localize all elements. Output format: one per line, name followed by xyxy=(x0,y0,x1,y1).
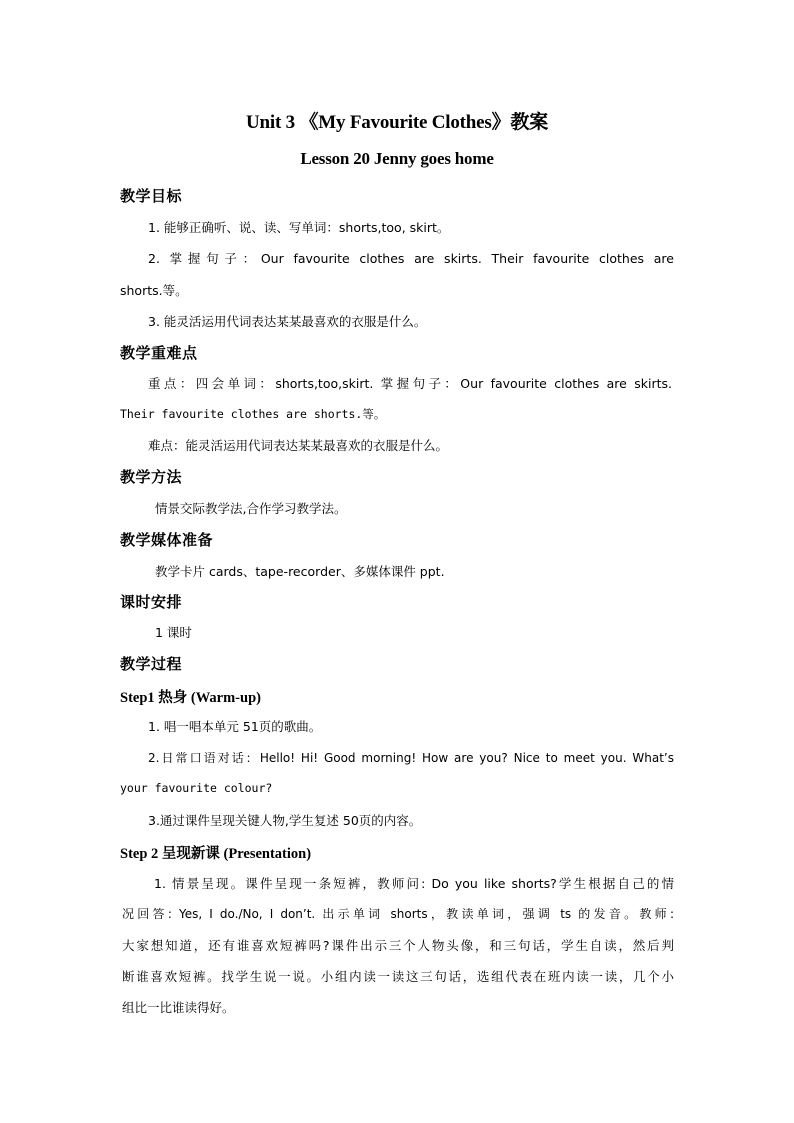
media-text: 教学卡片 cards、tape-recorder、多媒体课件 ppt. xyxy=(155,564,445,579)
goals-item-2-line-1: 2. 掌握句子：Our favourite clothes are skirts. Their favourite clothes are xyxy=(148,251,674,266)
goals-item-1: 1. 能够正确听、说、读、写单词：shorts,too, skirt。 xyxy=(148,220,450,235)
step1-item-1: 1. 唱一唱本单元 51页的歌曲。 xyxy=(148,719,322,734)
section-heading-schedule: 课时安排 xyxy=(120,593,183,611)
step1-heading: Step1 热身 (Warm-up) xyxy=(120,690,261,706)
section-heading-media: 教学媒体准备 xyxy=(120,531,214,549)
step2-line-1: 1. 情景呈现。课件呈现一条短裤，教师问: Do you like shorts?学生根据自己的情 xyxy=(154,876,674,891)
methods-text: 情景交际教学法,合作学习教学法。 xyxy=(155,501,347,516)
step2-line-3: 大家想知道，还有谁喜欢短裤吗?课件出示三个人物头像，和三句话，学生自读，然后判 xyxy=(122,938,674,953)
step2-line-5: 组比一比谁读得好。 xyxy=(122,1000,235,1015)
document-title: Unit 3 《My Favourite Clothes》教案 xyxy=(246,112,548,133)
section-heading-key-points: 教学重难点 xyxy=(120,344,198,362)
step1-item-3: 3.通过课件呈现关键人物,学生复述 50页的内容。 xyxy=(148,813,422,828)
goals-item-2-line-2: shorts.等。 xyxy=(120,283,188,298)
section-heading-process: 教学过程 xyxy=(120,655,183,673)
lesson-subtitle: Lesson 20 Jenny goes home xyxy=(300,149,494,168)
key-points-line-1: 重点：四会单词：shorts,too,skirt. 掌握句子：Our favourite clothes are skirts. xyxy=(148,376,672,391)
step1-item-2-line-1: 2.日常口语对话：Hello! Hi! Good morning! How are you? Nice to meet you. What’s xyxy=(148,751,674,765)
goals-item-3: 3. 能灵活运用代词表达某某最喜欢的衣服是什么。 xyxy=(148,314,427,329)
key-points-line-2: Their favourite clothes are shorts.等。 xyxy=(120,407,386,421)
section-heading-goals: 教学目标 xyxy=(120,187,183,205)
key-points-line-3: 难点：能灵活运用代词表达某某最喜欢的衣服是什么。 xyxy=(148,438,449,453)
section-heading-methods: 教学方法 xyxy=(120,468,183,486)
step2-line-4: 断谁喜欢短裤。找学生说一说。小组内读一读这三句话，选组代表在班内读一读，几个小 xyxy=(122,969,674,984)
step2-line-2: 况回答: Yes, I do./No, I don’t. 出示单词 shorts，教读单词，强调 ts 的发音。教师: xyxy=(122,907,674,921)
schedule-text: 1 课时 xyxy=(155,625,192,640)
step1-item-2-line-2: your favourite colour? xyxy=(120,781,273,795)
step2-heading: Step 2 呈现新课 (Presentation) xyxy=(120,846,312,862)
